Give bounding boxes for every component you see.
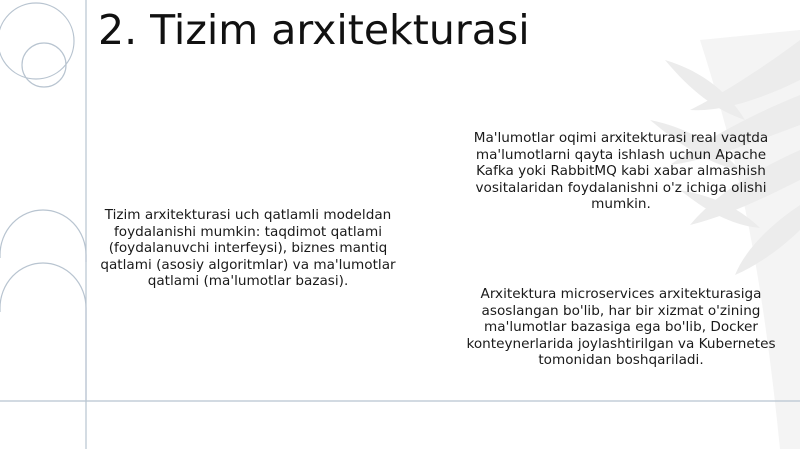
decor-circle-small [22, 43, 66, 87]
slide-title: 2. Tizim arxitekturasi [98, 6, 530, 54]
decor-arch-upper [0, 210, 86, 262]
leaf-watermark-icon [650, 30, 800, 449]
microservices-paragraph: Arxitektura microservices arxitekturasiga asoslangan bo'lib, har bir xizmat o'zining ma'lumotlar bazasiga ega bo'lib, Docker konteynerlarida joylashtirilgan va Kubernetes tomonidan boshqariladi. [466, 286, 776, 368]
architecture-layers-paragraph: Tizim arxitekturasi uch qatlamli modeldan foydalanishi mumkin: taqdimot qatlami (foydalanuvchi interfeysi), biznes mantiq qatlami (asosiy algoritmlar) va ma'lumotlar qatlami (ma'lumotlar bazasi). [100, 207, 396, 289]
data-flow-paragraph: Ma'lumotlar oqimi arxitekturasi real vaqtda ma'lumotlarni qayta ishlash uchun Apache Kafka yoki RabbitMQ kabi xabar almashish vositalaridan foydalanishni o'z ichiga olishi mumkin. [473, 130, 769, 212]
decor-circle-large [0, 3, 74, 79]
decor-arch-lower [0, 263, 86, 400]
